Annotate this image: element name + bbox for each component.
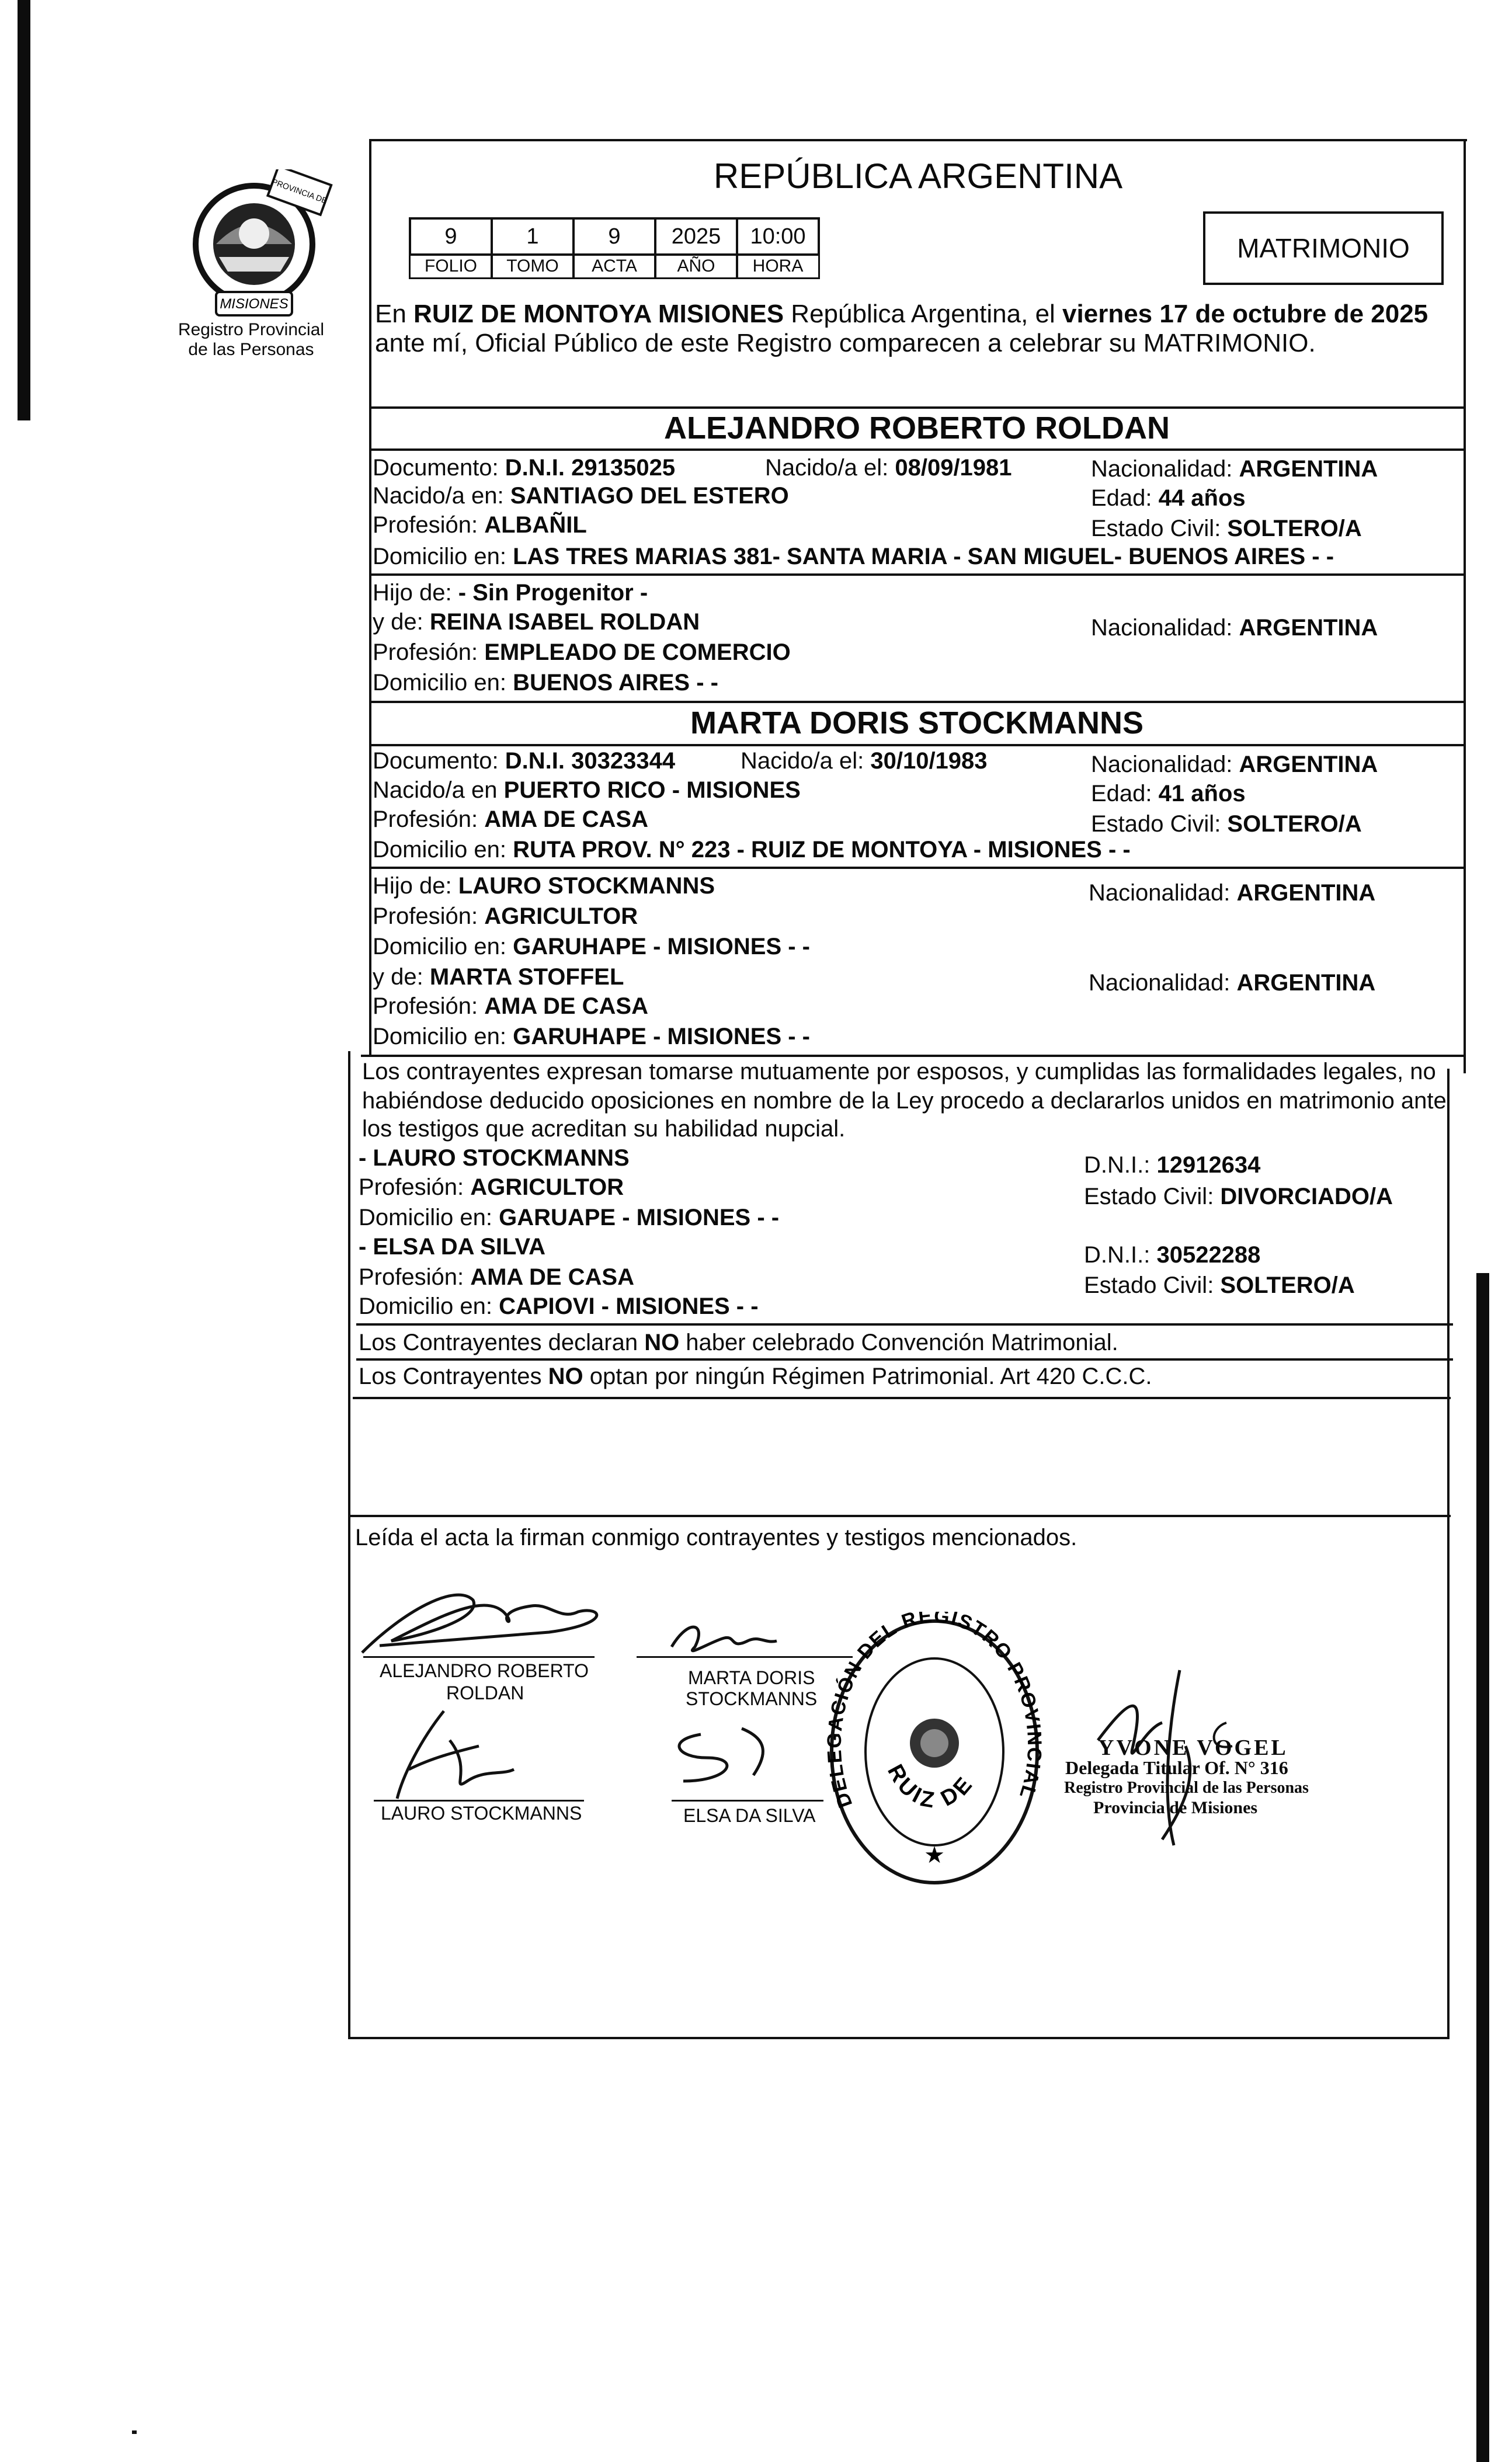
groom-mother: y de: REINA ISABEL ROLDAN <box>373 609 700 635</box>
folio-label: FOLIO <box>409 253 493 279</box>
frame-right-upper <box>1464 139 1466 1073</box>
intro-date: viernes 17 de octubre de 2025 <box>1062 300 1428 328</box>
witness1-signature <box>385 1705 531 1804</box>
declaration-line3: los testigos que acreditan su habilidad nupcial. <box>362 1116 846 1142</box>
witness1-signature-line <box>374 1800 584 1802</box>
bride-profession: Profesión: AMA DE CASA <box>373 806 648 832</box>
bride-born: Nacido/a el: 30/10/1983 <box>741 748 988 774</box>
groom-mother-address: Domicilio en: BUENOS AIRES - - <box>373 670 718 696</box>
official-name: YVONE VOGEL <box>1098 1736 1288 1760</box>
groom-header-bottom <box>369 448 1465 451</box>
intro-line1: En RUIZ DE MONTOYA MISIONES República Argentina, el viernes 17 de octubre de 2025 <box>375 300 1428 328</box>
bride-nationality: Nacionalidad: ARGENTINA <box>1091 752 1378 777</box>
bride-civil-status: Estado Civil: SOLTERO/A <box>1091 811 1362 837</box>
witness2-dni: D.N.I.: 30522288 <box>1084 1242 1261 1268</box>
seal-outer-text: DELEGACIÓN DEL REGISTRO PROVINCIAL <box>823 1612 1045 1811</box>
bride-signature-name2: STOCKMANNS <box>686 1688 818 1709</box>
witness1-profession: Profesión: AGRICULTOR <box>359 1174 624 1200</box>
bride-father-nationality: Nacionalidad: ARGENTINA <box>1089 880 1376 906</box>
bride-signature-name1: MARTA DORIS <box>688 1667 815 1688</box>
tomo-label: TOMO <box>491 253 575 279</box>
witness2-profession: Profesión: AMA DE CASA <box>359 1264 634 1290</box>
frame-bottom <box>348 2037 1450 2039</box>
witness1-dni: D.N.I.: 12912634 <box>1084 1152 1261 1178</box>
province-emblem <box>169 169 339 321</box>
witness1-civil-status: Estado Civil: DIVORCIADO/A <box>1084 1184 1393 1209</box>
bride-mother-address: Domicilio en: GARUHAPE - MISIONES - - <box>373 1024 810 1049</box>
frame-right-lower <box>1447 1069 1450 2039</box>
delegation-seal <box>823 1612 1045 1892</box>
groom-name: ALEJANDRO ROBERTO ROLDAN <box>663 411 1170 446</box>
official-registry: Registro Provincial de las Personas <box>1064 1779 1309 1797</box>
witness1-name: - LAURO STOCKMANNS <box>359 1145 630 1171</box>
groom-signature-name2: ROLDAN <box>446 1682 524 1703</box>
bride-name: MARTA DORIS STOCKMANNS <box>690 705 1143 740</box>
groom-parents-divider <box>369 573 1465 576</box>
groom-mother-nationality: Nacionalidad: ARGENTINA <box>1091 615 1378 641</box>
svg-text:★: ★ <box>924 1842 945 1868</box>
regime-line1: Los Contrayentes declaran NO haber celebrado Convención Matrimonial. <box>359 1330 1118 1355</box>
official-title: Delegada Titular Of. N° 316 <box>1065 1757 1288 1778</box>
svg-text:DELEGACIÓN DEL REGISTRO PROVIN <box>823 1612 1045 1810</box>
scan-border-right <box>1476 1273 1489 2462</box>
groom-civil-status: Estado Civil: SOLTERO/A <box>1091 516 1362 541</box>
witness1-signature-name: LAURO STOCKMANNS <box>381 1803 582 1824</box>
country-title: REPÚBLICA ARGENTINA <box>713 157 1123 196</box>
registry-name-line1: Registro Provincial <box>178 320 325 339</box>
witness2-name: - ELSA DA SILVA <box>359 1234 545 1260</box>
bride-age: Edad: 41 años <box>1091 781 1246 806</box>
regime-bottom <box>353 1397 1451 1399</box>
groom-signature-line <box>363 1656 595 1658</box>
bride-mother-profession: Profesión: AMA DE CASA <box>373 993 648 1019</box>
registry-name-line2: de las Personas <box>188 340 314 359</box>
scan-border-left <box>18 0 30 420</box>
groom-signature-name1: ALEJANDRO ROBERTO <box>380 1660 589 1681</box>
groom-age: Edad: 44 años <box>1091 485 1246 511</box>
bride-signature <box>666 1618 794 1658</box>
folio-value: 9 <box>409 217 493 256</box>
closing-text: Leída el acta la firman conmigo contrayentes y testigos mencionados. <box>355 1525 1077 1550</box>
record-type: MATRIMONIO <box>1237 233 1410 263</box>
bride-father: Hijo de: LAURO STOCKMANNS <box>373 873 715 899</box>
declaration-line1: Los contrayentes expresan tomarse mutuamente por esposos, y cumplidas las formalidades legales, no <box>362 1059 1436 1084</box>
frame-left-lower <box>348 1051 350 2039</box>
bride-father-address: Domicilio en: GARUHAPE - MISIONES - - <box>373 934 810 959</box>
bride-father-profession: Profesión: AGRICULTOR <box>373 903 638 929</box>
declaration-line2: habiéndose deducido oposiciones en nombre de la Ley procedo a declararlos unidos en matrimonio ante <box>362 1088 1447 1114</box>
bride-mother-nationality: Nacionalidad: ARGENTINA <box>1089 970 1376 996</box>
tomo-value: 1 <box>491 217 575 256</box>
witness1-address: Domicilio en: GARUAPE - MISIONES - - <box>359 1205 780 1230</box>
bride-parents-divider <box>369 867 1465 869</box>
groom-address: Domicilio en: LAS TRES MARIAS 381- SANTA MARIA - SAN MIGUEL- BUENOS AIRES - - <box>373 544 1334 569</box>
witness2-signature <box>654 1723 783 1793</box>
groom-nationality: Nacionalidad: ARGENTINA <box>1091 456 1378 482</box>
intro-place: RUIZ DE MONTOYA MISIONES <box>413 300 784 328</box>
regime-line2: Los Contrayentes NO optan por ningún Régimen Patrimonial. Art 420 C.C.C. <box>359 1364 1152 1389</box>
witness2-signature-line <box>672 1800 823 1802</box>
groom-mother-profession: Profesión: EMPLEADO DE COMERCIO <box>373 639 791 665</box>
year-value: 2025 <box>654 217 738 256</box>
hour-label: HORA <box>736 253 820 279</box>
groom-doc: Documento: D.N.I. 29135025 <box>373 455 676 481</box>
groom-profession: Profesión: ALBAÑIL <box>373 512 587 538</box>
bride-birthplace: Nacido/a en PUERTO RICO - MISIONES <box>373 777 801 803</box>
notes-bottom <box>350 1515 1451 1517</box>
year-label: AÑO <box>654 253 738 279</box>
emblem-text-top: PROVINCIA DE <box>270 176 329 206</box>
groom-born: Nacido/a el: 08/09/1981 <box>765 455 1012 481</box>
bride-signature-line <box>637 1656 853 1658</box>
bride-doc: Documento: D.N.I. 30323344 <box>373 748 676 774</box>
groom-father: Hijo de: - Sin Progenitor - <box>373 580 648 606</box>
frame-left-upper <box>369 139 371 1056</box>
hour-value: 10:00 <box>736 217 820 256</box>
acta-label: ACTA <box>572 253 656 279</box>
emblem-text-bottom: MISIONES <box>220 296 289 312</box>
witness2-civil-status: Estado Civil: SOLTERO/A <box>1084 1272 1355 1298</box>
regime-top <box>356 1323 1453 1326</box>
bride-header-top <box>369 701 1465 703</box>
bride-address: Domicilio en: RUTA PROV. N° 223 - RUIZ DE MONTOYA - MISIONES - - <box>373 837 1131 863</box>
frame-top <box>369 139 1467 141</box>
witness2-signature-name: ELSA DA SILVA <box>683 1805 816 1826</box>
declaration-top <box>361 1055 1465 1057</box>
acta-value: 9 <box>572 217 656 256</box>
bride-mother: y de: MARTA STOFFEL <box>373 964 624 990</box>
regime-divider <box>356 1358 1453 1361</box>
groom-birthplace: Nacido/a en: SANTIAGO DEL ESTERO <box>373 483 789 509</box>
bride-header-bottom <box>369 744 1465 746</box>
scan-speck <box>132 2430 137 2434</box>
intro-line2: ante mí, Oficial Público de este Registro comparecen a celebrar su MATRIMONIO. <box>375 329 1316 357</box>
seal-inner-text: RUIZ DE <box>882 1760 979 1814</box>
record-type-box <box>1203 211 1444 285</box>
witness2-address: Domicilio en: CAPIOVI - MISIONES - - <box>359 1293 759 1319</box>
official-province: Provincia de Misiones <box>1093 1798 1258 1817</box>
groom-signature <box>356 1577 619 1664</box>
